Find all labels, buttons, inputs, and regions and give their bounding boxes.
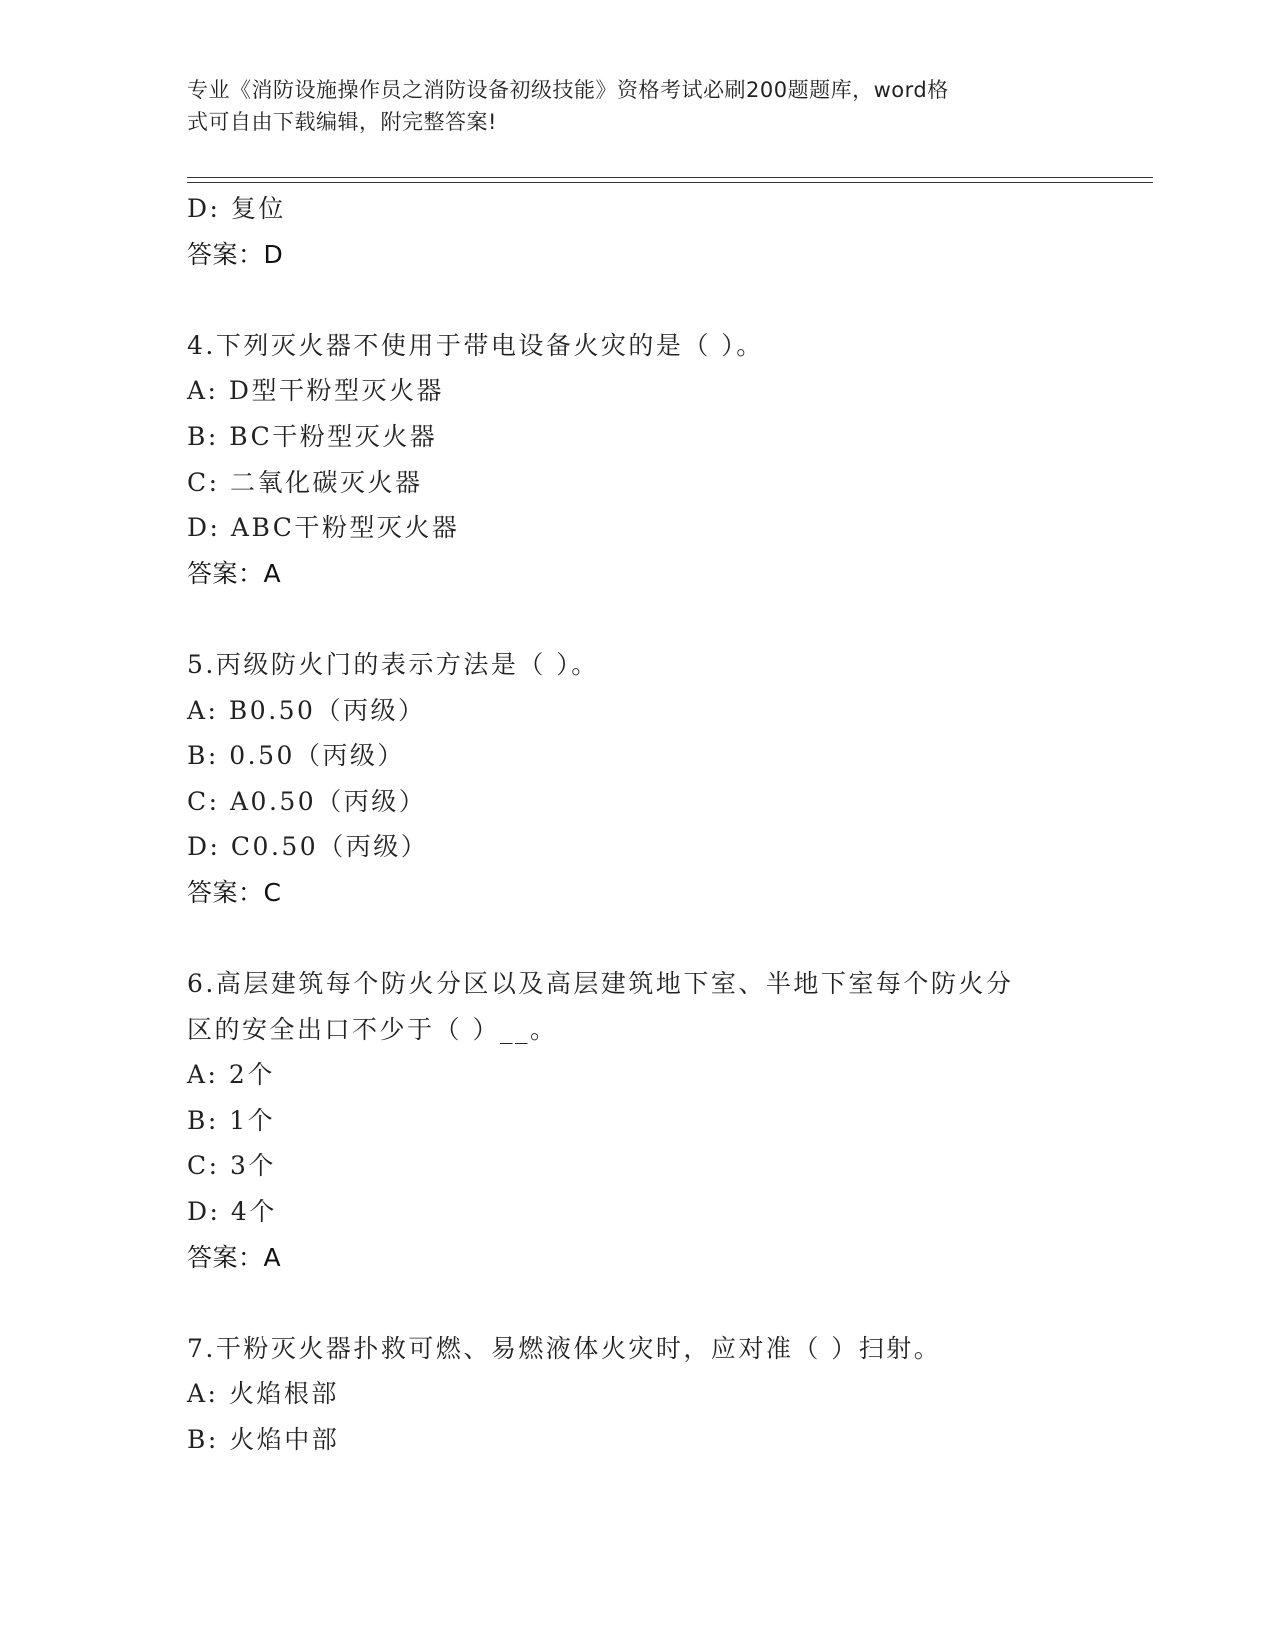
spacer [187,596,1087,642]
option-b: B: 1个 [187,1105,276,1135]
question-stem: 5.丙级防火门的表示方法是（ ）。 [187,649,599,679]
answer-line: 答案：A [187,558,282,588]
option-d: D: C0.50（丙级） [187,832,429,862]
question-4 [187,323,1087,597]
option-a: A: 2个 [187,1060,275,1090]
option-c: C: 3个 [187,1151,276,1181]
option-c: C: 二氧化碳灭火器 [187,467,423,497]
question-3-continued [187,186,1087,277]
question-stem-line-1: 6.高层建筑每个防火分区以及高层建筑地下室、半地下室每个防火分 [187,969,1014,999]
option-b: B: BC干粉型灭火器 [187,421,438,451]
question-stem-line-2: 区的安全出口不少于（ ）__。 [187,1014,558,1044]
option-c: C: A0.50（丙级） [187,786,427,816]
question-5 [187,642,1087,916]
spacer [187,916,1087,962]
header-divider-bottom [187,182,1153,183]
answer-line: 答案：A [187,1242,282,1272]
answer-line: 答案：D [187,239,284,269]
option-d: D: 4个 [187,1197,277,1227]
question-list [187,186,1087,1463]
spacer [187,1280,1087,1326]
option-a: A: 火焰根部 [187,1379,339,1409]
spacer [187,277,1087,323]
question-stem: 7.干粉灭火器扑救可燃、易燃液体火灾时，应对准（ ）扫射。 [187,1333,942,1363]
question-6 [187,961,1087,1280]
header-divider-top [187,177,1153,178]
document-header [187,74,1067,138]
option-b: B: 火焰中部 [187,1425,340,1455]
option-d: D: ABC干粉型灭火器 [187,513,460,543]
option-d: D: 复位 [187,194,286,223]
answer-line: 答案：C [187,877,282,907]
question-stem: 4.下列灭火器不使用于带电设备火灾的是（ ）。 [187,330,764,360]
option-a: A: B0.50（丙级） [187,695,426,725]
header-title-line-1: 专业《消防设施操作员之消防设备初级技能》资格考试必刷200题题库，word格 [187,78,949,102]
header-title-line-2: 式可自由下载编辑，附完整答案! [187,110,497,134]
option-b: B: 0.50（丙级） [187,741,405,771]
question-7 [187,1326,1087,1463]
option-a: A: D型干粉型灭火器 [187,376,444,406]
